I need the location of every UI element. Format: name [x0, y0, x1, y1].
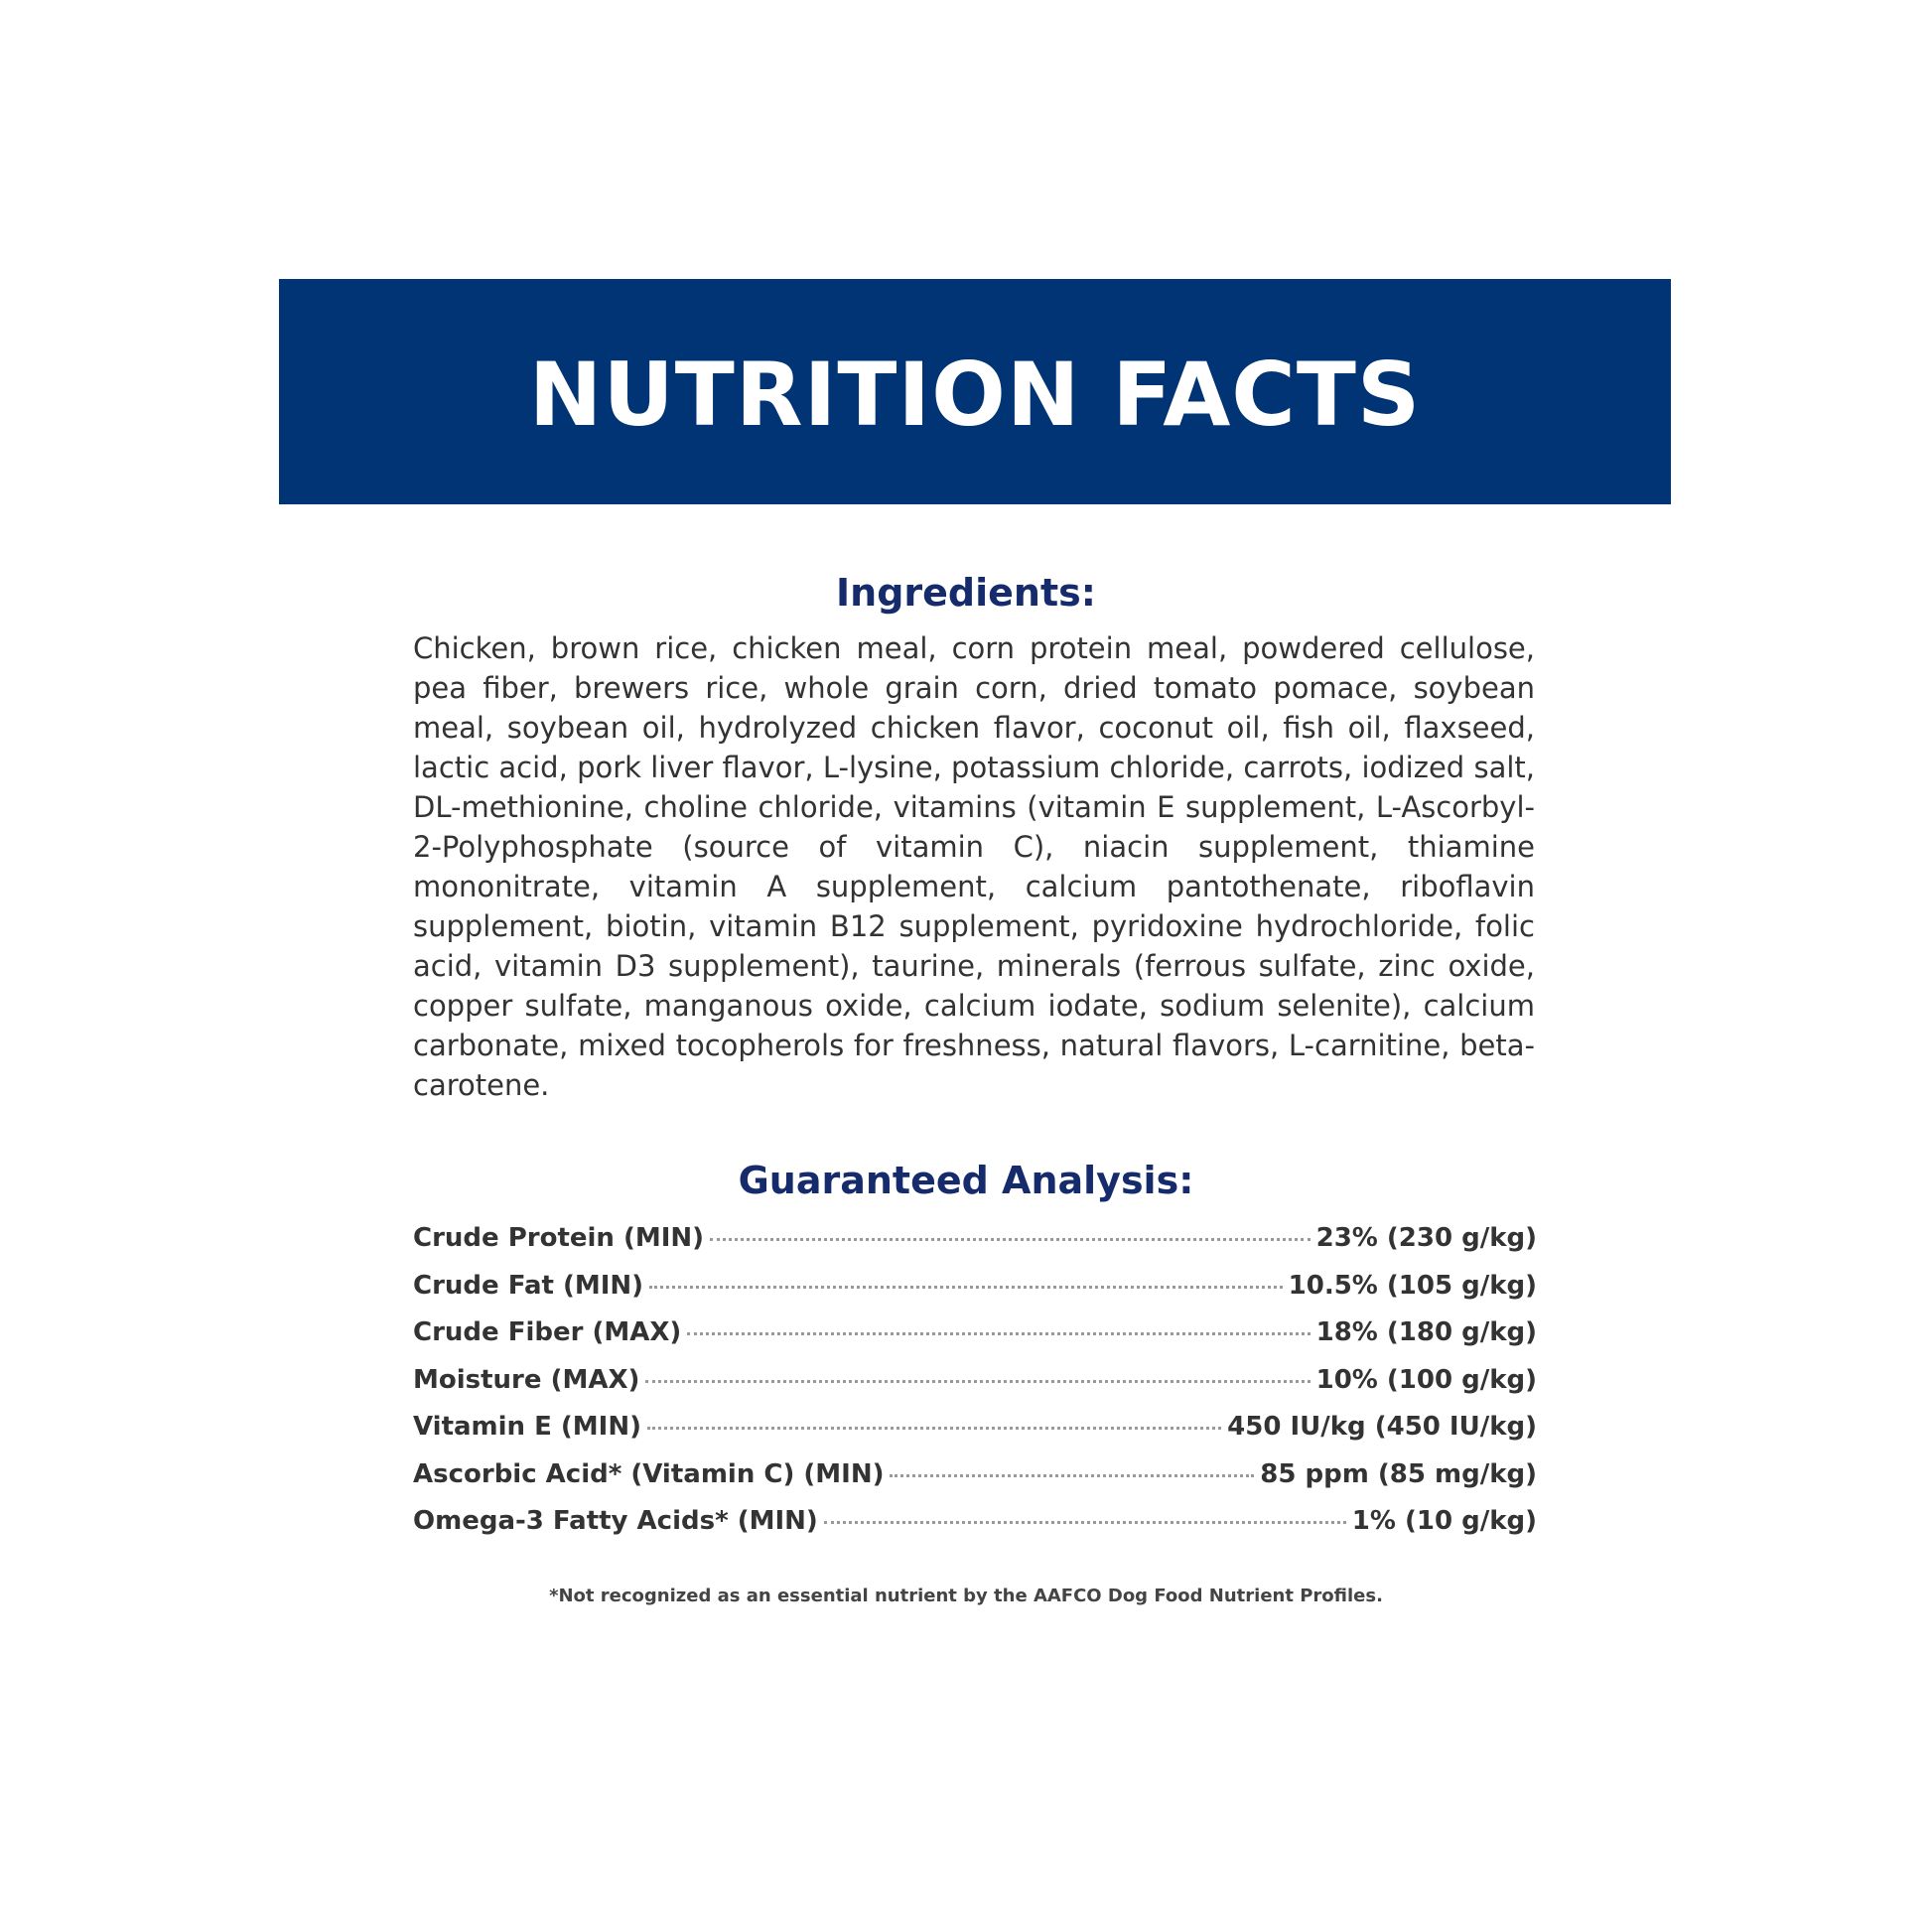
dot-leader: [647, 1427, 1221, 1430]
analysis-value: 450 IU/kg (450 IU/kg): [1227, 1412, 1537, 1442]
analysis-value: 18% (180 g/kg): [1315, 1317, 1537, 1347]
analysis-label: Ascorbic Acid* (Vitamin C) (MIN): [413, 1458, 885, 1489]
ingredients-list: Chicken, brown rice, chicken meal, corn protein meal, powdered cellulose, pea fiber, brewers rice, whole grain corn, dried tomato pomace, soybean meal, soybean oil, hydrolyzed chicken flavor, coconut oil, fish oil, flaxseed, lactic acid, pork liver flavor, L-lysine, potassium chloride, carrots, iodized salt, DL-methionine, choline chloride, vitamins (vitamin E supplement, L-Ascorbyl-2-Polyphosphate (source of vitamin C), niacin supplement, thiamine mononitrate, vitamin A supplement, calcium pantothenate, riboflavin supplement, biotin, vitamin B12 supplement, pyridoxine hydrochloride, folic acid, vitamin D3 supplement), taurine, minerals (ferrous sulfate, zinc oxide, copper sulfate, manganous oxide, calcium iodate, sodium selenite), calcium carbonate, mixed tocopherols for freshness, natural flavors, L-carnitine, beta-carotene.: [413, 631, 1535, 1102]
analysis-value: 10.5% (105 g/kg): [1288, 1270, 1537, 1301]
nutrition-facts-banner: [279, 279, 1671, 504]
dot-leader: [824, 1521, 1346, 1524]
banner-title: NUTRITION FACTS: [528, 343, 1422, 446]
dot-leader: [710, 1238, 1311, 1241]
analysis-value: 85 ppm (85 mg/kg): [1260, 1458, 1537, 1489]
analysis-row: [413, 1223, 1537, 1271]
analysis-row: [413, 1317, 1537, 1365]
analysis-label: Crude Fat (MIN): [413, 1270, 644, 1301]
guaranteed-analysis-heading: Guaranteed Analysis:: [738, 1159, 1194, 1202]
analysis-label: Moisture (MAX): [413, 1364, 640, 1395]
analysis-row: [413, 1412, 1537, 1459]
analysis-value: 23% (230 g/kg): [1315, 1223, 1537, 1253]
analysis-value: 10% (100 g/kg): [1315, 1364, 1537, 1395]
analysis-row: [413, 1365, 1537, 1413]
ingredients-heading: Ingredients:: [836, 571, 1096, 615]
analysis-row: [413, 1506, 1537, 1554]
analysis-label: Vitamin E (MIN): [413, 1412, 642, 1442]
analysis-row: [413, 1271, 1537, 1318]
analysis-label: Omega-3 Fatty Acids* (MIN): [413, 1506, 818, 1536]
analysis-label: Crude Protein (MIN): [413, 1223, 705, 1253]
analysis-label: Crude Fiber (MAX): [413, 1317, 682, 1347]
guaranteed-analysis-table: [413, 1223, 1537, 1554]
dot-leader: [890, 1474, 1254, 1477]
analysis-row: [413, 1459, 1537, 1507]
aafco-footnote: *Not recognized as an essential nutrient by the AAFCO Dog Food Nutrient Profiles.: [549, 1586, 1383, 1606]
dot-leader: [649, 1286, 1283, 1289]
dot-leader: [645, 1380, 1310, 1383]
dot-leader: [687, 1332, 1310, 1335]
analysis-value: 1% (10 g/kg): [1351, 1506, 1537, 1536]
